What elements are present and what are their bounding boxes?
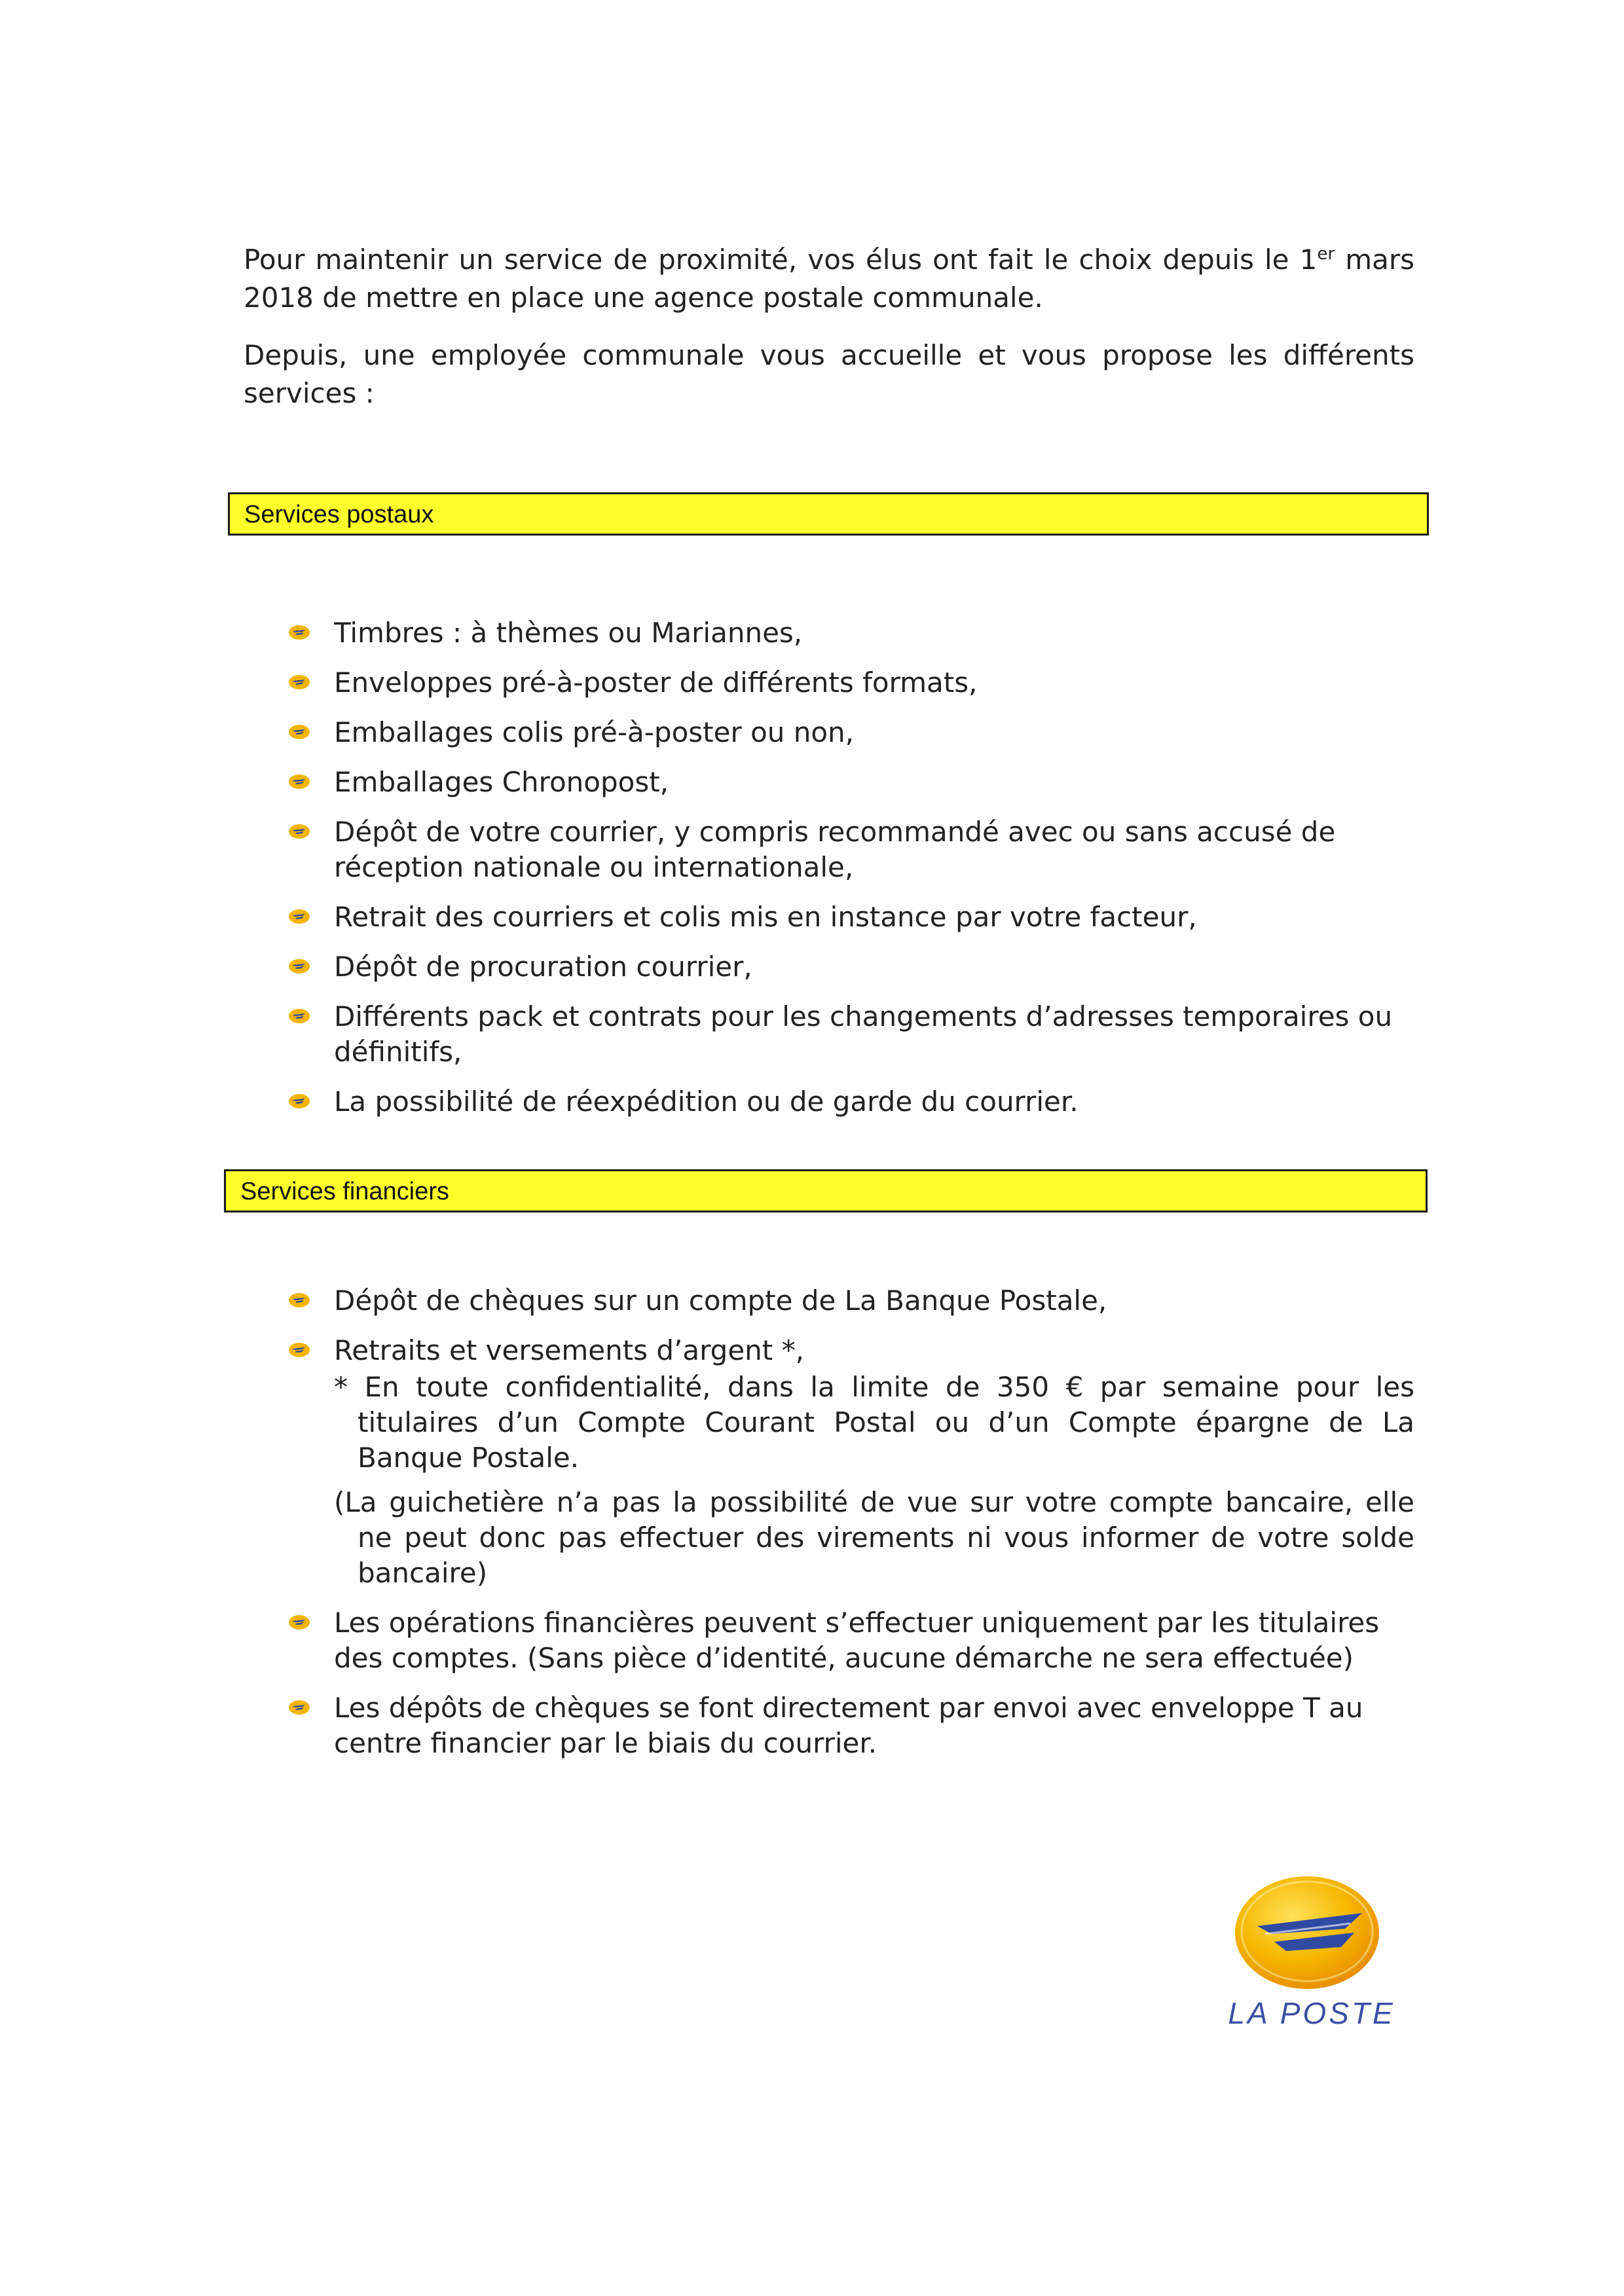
financial-services-list	[288, 1283, 1414, 1776]
section-header-financial	[224, 1169, 1428, 1212]
list-item: Dépôt de votre courrier, y compris recommandé avec ou sans accusé de réception nationale ou internationale,	[288, 814, 1414, 885]
la-poste-bird-icon	[288, 1614, 310, 1630]
la-poste-bird-icon	[288, 1700, 310, 1715]
la-poste-bird-icon	[288, 1093, 310, 1109]
list-item: Emballages Chronopost,	[288, 765, 1414, 800]
la-poste-bird-icon	[288, 625, 310, 640]
la-poste-bird-icon	[288, 674, 310, 690]
la-poste-bird-icon	[288, 724, 310, 740]
intro-paragraph-2: Depuis, une employée communale vous accueille et vous propose les différents services :	[244, 339, 1414, 409]
list-item: Les opérations financières peuvent s’effectuer uniquement par les titulaires des comptes. (Sans pièce d’identité, aucune démarche ne sera effectuée)	[288, 1605, 1414, 1676]
list-item: Emballages colis pré-à-poster ou non,	[288, 715, 1414, 750]
list-item: Dépôt de procuration courrier,	[288, 949, 1414, 985]
postal-services-list	[288, 615, 1414, 1134]
footnote-counter-clerk: (La guichetière n’a pas la possibilité de vue sur votre compte bancaire, elle ne peut donc pas effectuer des virements ni vous informer de votre solde bancaire)	[334, 1486, 1414, 1589]
la-poste-bird-icon	[288, 1342, 310, 1358]
section-title-financial: Services financiers	[240, 1178, 449, 1205]
la-poste-emblem-icon	[1223, 1874, 1400, 1998]
la-poste-bird-icon	[288, 958, 310, 974]
intro-text-part-1: Pour maintenir un service de proximité, vos élus ont fait le choix depuis le 1	[244, 244, 1318, 276]
list-item: Enveloppes pré-à-poster de différents formats,	[288, 665, 1414, 701]
list-item: Timbres : à thèmes ou Mariannes,	[288, 615, 1414, 651]
list-item: Retraits et versements d’argent *, * En toute confidentialité, dans la limite de 350 € par semaine pour les titulaires d’un Compte Courant Postal ou d’un Compte épargne de La Banque Postale. (La guichetière n’a pas la possibilité de vue sur votre compte bancaire, elle ne peut donc pas effectuer des virements ni vous informer de votre solde bancaire)	[288, 1333, 1414, 1591]
list-item: Différents pack et contrats pour les changements d’adresses temporaires ou définitifs,	[288, 999, 1414, 1070]
footnote-confidentiality: * En toute confidentialité, dans la limite de 350 € par semaine pour les titulaires d’un Compte Courant Postal ou d’un Compte épargne de La Banque Postale.	[334, 1371, 1414, 1474]
la-poste-bird-icon	[288, 774, 310, 790]
la-poste-bird-icon	[288, 909, 310, 924]
la-poste-bird-icon	[288, 1008, 310, 1024]
la-poste-bird-icon	[288, 1292, 310, 1308]
la-poste-wordmark: LA POSTE	[1228, 1996, 1395, 2030]
intro-text-part-2: mars 2018 de mettre en place une agence postale communale.	[244, 244, 1414, 314]
section-title-postal: Services postaux	[244, 501, 434, 528]
list-item: Dépôt de chèques sur un compte de La Banque Postale,	[288, 1283, 1414, 1319]
intro-superscript: er	[1317, 244, 1335, 264]
la-poste-bird-icon	[288, 824, 310, 839]
list-item: La possibilité de réexpédition ou de garde du courrier.	[288, 1084, 1414, 1120]
intro-paragraph-1	[244, 241, 1414, 317]
la-poste-logo	[1223, 1874, 1400, 2057]
list-item: Retrait des courriers et colis mis en instance par votre facteur,	[288, 900, 1414, 935]
list-item: Les dépôts de chèques se font directement par envoi avec enveloppe T au centre financier par le biais du courrier.	[288, 1690, 1414, 1761]
section-header-postal	[228, 492, 1429, 536]
